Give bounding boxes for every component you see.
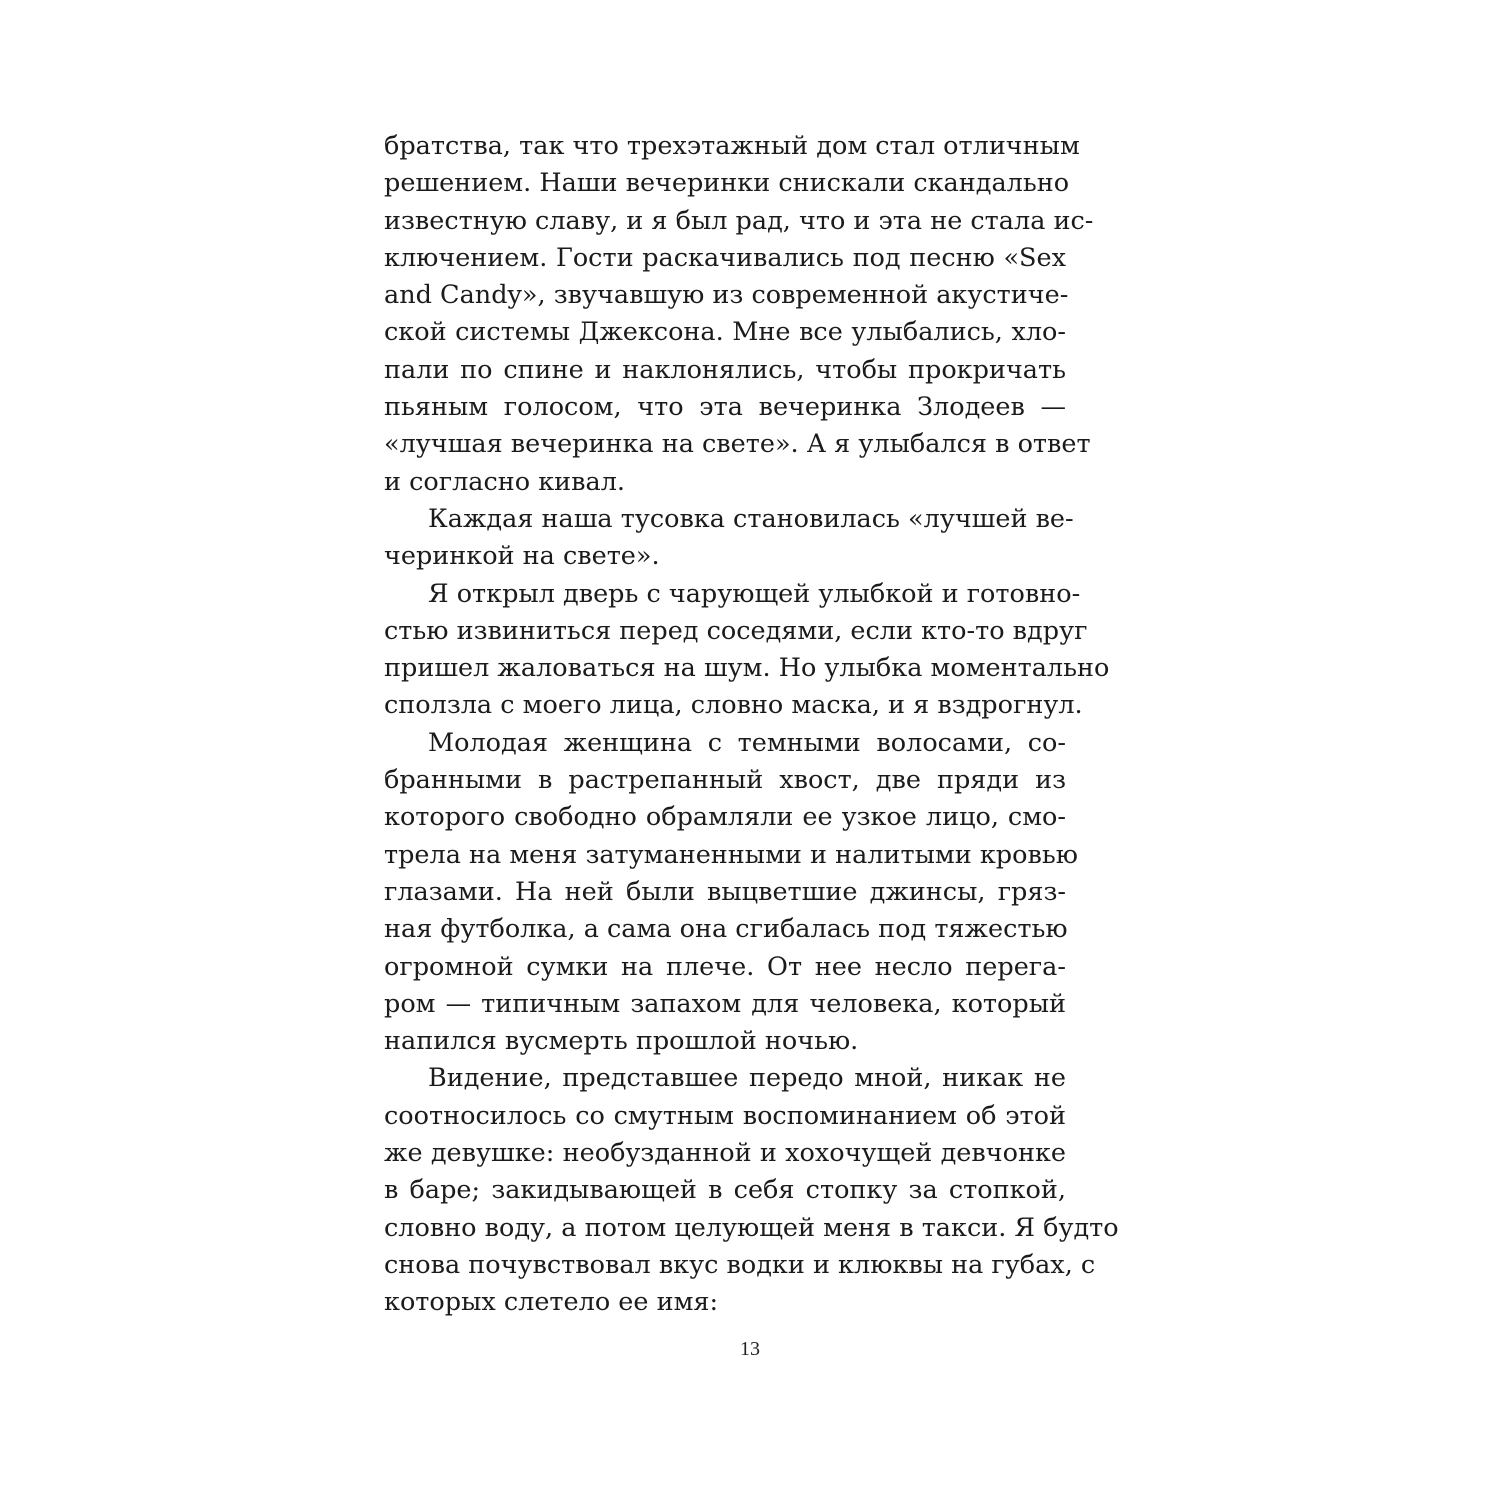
text-line: стью извиниться перед соседями, если кто-то вдруг xyxy=(384,615,1088,646)
text-line: которого свободно обрамляли ее узкое лицо, смо- xyxy=(384,802,1066,833)
text-line: снова почувствовал вкус водки и клюквы на губах, с xyxy=(384,1249,1096,1280)
text-line: бранными в растрепанный хвост, две пряди из xyxy=(384,765,1066,796)
paragraph-end-line: и согласно кивал. xyxy=(384,466,626,497)
paragraph-first-line: Видение, представшее передо мной, никак не xyxy=(428,1063,1066,1094)
paragraph-end-line: черинкой на свете». xyxy=(384,541,660,572)
text-line: известную славу, и я был рад, что и эта не стала ис- xyxy=(384,205,1094,236)
text-line: «лучшая вечеринка на свете». А я улыбался в ответ xyxy=(384,429,1091,460)
text-line: and Candy», звучавшую из современной акустиче- xyxy=(384,280,1069,311)
page-number: 13 xyxy=(740,1338,760,1360)
body-text xyxy=(384,128,1119,1322)
text-line: трела на меня затуманенными и налитыми кровью xyxy=(384,839,1078,870)
text-line: соотносилось со смутным воспоминанием об этой xyxy=(384,1100,1066,1131)
text-line: ная футболка, а сама она сгибалась под тяжестью xyxy=(384,914,1068,945)
text-line: же девушке: необузданной и хохочущей девчонке xyxy=(384,1138,1066,1169)
paragraph-first-line: Молодая женщина с темными волосами, со- xyxy=(428,727,1066,758)
text-line: глазами. На ней были выцветшие джинсы, гряз- xyxy=(384,876,1066,907)
text-line: ром — типичным запахом для человека, который xyxy=(384,988,1066,1019)
paragraph-first-line: Каждая наша тусовка становилась «лучшей ве- xyxy=(428,503,1074,534)
text-line: пьяным голосом, что эта вечеринка Злодеев — xyxy=(384,392,1066,423)
paragraph-first-line: Я открыл дверь с чарующей улыбкой и готовно- xyxy=(428,578,1081,609)
text-line: в баре; закидывающей в себя стопку за стопкой, xyxy=(384,1175,1066,1206)
text-line: огромной сумки на плече. От нее несло перега- xyxy=(384,951,1066,982)
text-line: словно воду, а потом целующей меня в такси. Я будто xyxy=(384,1212,1119,1243)
text-line: ключением. Гости раскачивались под песню «Sex xyxy=(384,242,1066,273)
paragraph-end-line: сползла с моего лица, словно маска, и я вздрогнул. xyxy=(384,690,1083,721)
text-line: пришел жаловаться на шум. Но улыбка моментально xyxy=(384,653,1110,684)
text-line: пали по спине и наклонялись, чтобы прокричать xyxy=(384,354,1066,385)
text-line: решением. Наши вечеринки снискали скандально xyxy=(384,168,1070,199)
paragraph-end-line: напился вусмерть прошлой ночью. xyxy=(384,1026,859,1057)
paragraph-end-line: которых слетело ее имя: xyxy=(384,1287,719,1318)
text-line: братства, так что трехэтажный дом стал отличным xyxy=(384,131,1080,161)
text-line: ской системы Джексона. Мне все улыбались, хло- xyxy=(384,317,1066,348)
